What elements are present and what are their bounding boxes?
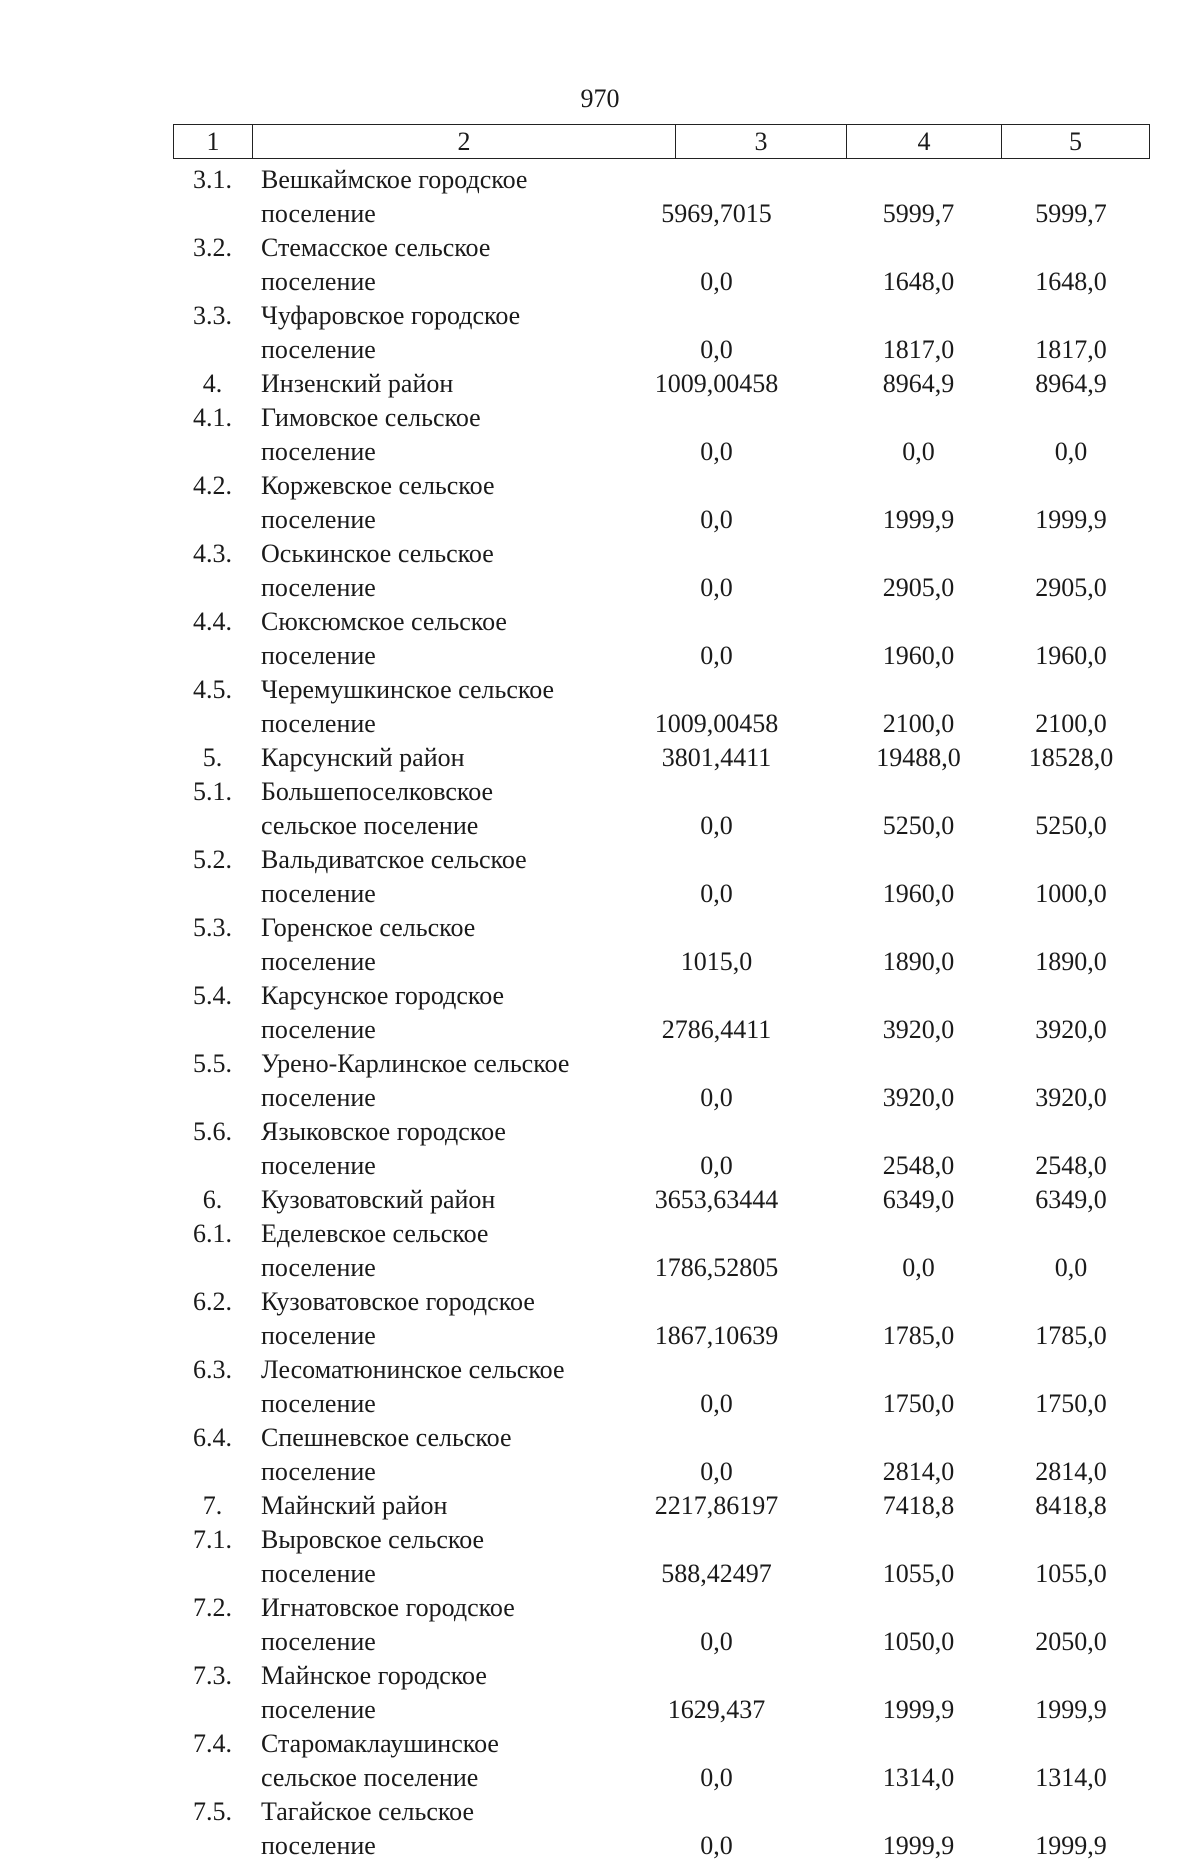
row-name: Большепоселковское сельское поселение [261, 777, 494, 840]
row-col4-value: 1960,0 [882, 879, 955, 908]
table-row [173, 1353, 1146, 1421]
row-number: 5.6. [193, 1117, 232, 1146]
row-col5-value: 1999,9 [1035, 505, 1107, 534]
row-number: 5.4. [193, 981, 232, 1010]
row-col3-value: 0,0 [700, 641, 733, 670]
row-number: 6. [202, 1185, 223, 1214]
table-row [173, 469, 1146, 537]
row-name: Горенское сельское поселение [261, 913, 476, 976]
row-number: 4.2. [193, 471, 232, 500]
row-name: Старомаклаушинское сельское поселение [261, 1729, 499, 1792]
row-number: 5.2. [193, 845, 232, 874]
column-header-3: 3 [676, 125, 847, 159]
row-col4-value: 19488,0 [876, 743, 961, 772]
row-col3-value: 2786,4411 [661, 1015, 772, 1044]
table-row [173, 163, 1146, 231]
row-col4-value: 1960,0 [882, 641, 955, 670]
table-row [173, 911, 1146, 979]
column-header-2: 2 [253, 125, 676, 159]
row-col4-value: 1999,9 [882, 1695, 955, 1724]
row-number: 3.1. [193, 165, 232, 194]
row-col4-value: 1050,0 [882, 1627, 955, 1656]
row-name: Черемушкинское сельское поселение [261, 675, 555, 738]
row-col5-value: 5250,0 [1035, 811, 1107, 840]
table-row [173, 1489, 1146, 1523]
row-number: 4. [202, 369, 223, 398]
row-number: 7.4. [193, 1729, 232, 1758]
row-col5-value: 2814,0 [1035, 1457, 1107, 1486]
row-number: 6.4. [193, 1423, 232, 1452]
row-col5-value: 2100,0 [1035, 709, 1107, 738]
table-row [173, 1285, 1146, 1353]
row-number: 5. [202, 743, 223, 772]
table-row [173, 775, 1146, 843]
row-col5-value: 8964,9 [1035, 369, 1107, 398]
row-col5-value: 1890,0 [1035, 947, 1107, 976]
table-row [173, 843, 1146, 911]
row-col3-value: 0,0 [700, 879, 733, 908]
row-name: Гимовское сельское поселение [261, 403, 481, 466]
row-col5-value: 3920,0 [1035, 1015, 1107, 1044]
row-col5-value: 8418,8 [1035, 1491, 1107, 1520]
row-number: 7. [202, 1491, 223, 1520]
row-number: 4.3. [193, 539, 232, 568]
row-col3-value: 0,0 [700, 437, 733, 466]
row-col4-value: 6349,0 [882, 1185, 955, 1214]
row-name: Кузоватовское городское поселение [261, 1287, 535, 1350]
row-col4-value: 8964,9 [882, 369, 955, 398]
column-header-1: 1 [174, 125, 253, 159]
row-col5-value: 1314,0 [1035, 1763, 1107, 1792]
table-row [173, 979, 1146, 1047]
row-name: Кузоватовский район [261, 1185, 496, 1214]
row-number: 7.1. [193, 1525, 232, 1554]
row-col5-value: 6349,0 [1035, 1185, 1107, 1214]
row-col3-value: 1629,437 [667, 1695, 766, 1724]
row-name: Вешкаймское городское поселение [261, 165, 528, 228]
table-row [173, 1115, 1146, 1183]
row-col5-value: 2905,0 [1035, 573, 1107, 602]
table-row [173, 231, 1146, 299]
row-col4-value: 1999,9 [882, 1831, 955, 1860]
page-number: 970 [580, 84, 620, 113]
row-name: Вальдиватское сельское поселение [261, 845, 527, 908]
row-col3-value: 1867,10639 [654, 1321, 779, 1350]
row-col4-value: 7418,8 [882, 1491, 955, 1520]
row-col5-value: 1648,0 [1035, 267, 1107, 296]
row-col3-value: 0,0 [700, 267, 733, 296]
table-row [173, 605, 1146, 673]
row-col4-value: 1055,0 [882, 1559, 955, 1588]
row-number: 6.1. [193, 1219, 232, 1248]
row-number: 7.5. [193, 1797, 232, 1826]
row-col3-value: 3801,4411 [661, 743, 772, 772]
row-name: Майнский район [261, 1491, 448, 1520]
row-col4-value: 3920,0 [882, 1015, 955, 1044]
row-col4-value: 2905,0 [882, 573, 955, 602]
row-col5-value: 1055,0 [1035, 1559, 1107, 1588]
row-name: Чуфаровское городское поселение [261, 301, 521, 364]
row-col5-value: 1785,0 [1035, 1321, 1107, 1350]
row-col4-value: 1999,9 [882, 505, 955, 534]
row-number: 4.4. [193, 607, 232, 636]
row-name: Стемасское сельское поселение [261, 233, 491, 296]
row-col3-value: 0,0 [700, 335, 733, 364]
row-col5-value: 0,0 [1054, 437, 1088, 466]
row-col5-value: 1999,9 [1035, 1695, 1107, 1724]
row-name: Майнское городское поселение [261, 1661, 487, 1724]
row-col4-value: 1750,0 [882, 1389, 955, 1418]
row-col5-value: 1817,0 [1035, 335, 1107, 364]
row-col3-value: 588,42497 [661, 1559, 772, 1588]
column-header-4: 4 [847, 125, 1002, 159]
row-col3-value: 0,0 [700, 573, 733, 602]
row-name: Языковское городское поселение [261, 1117, 506, 1180]
table-row [173, 1421, 1146, 1489]
row-number: 7.2. [193, 1593, 232, 1622]
table-row [173, 1217, 1146, 1285]
row-col5-value: 3920,0 [1035, 1083, 1107, 1112]
row-col3-value: 0,0 [700, 1457, 733, 1486]
row-col3-value: 1015,0 [680, 947, 753, 976]
row-col5-value: 1999,9 [1035, 1831, 1107, 1860]
row-number: 3.3. [193, 301, 232, 330]
row-name: Игнатовское городское поселение [261, 1593, 515, 1656]
column-header-row [173, 124, 1150, 159]
row-name: Выровское сельское поселение [261, 1525, 485, 1588]
row-number: 4.5. [193, 675, 232, 704]
row-col4-value: 1890,0 [882, 947, 955, 976]
row-col5-value: 1960,0 [1035, 641, 1107, 670]
row-col4-value: 1314,0 [882, 1763, 955, 1792]
row-number: 5.1. [193, 777, 232, 806]
row-number: 6.2. [193, 1287, 232, 1316]
row-col3-value: 0,0 [700, 1151, 733, 1180]
table-row [173, 1523, 1146, 1591]
row-col3-value: 0,0 [700, 1389, 733, 1418]
column-header-5: 5 [1002, 125, 1150, 159]
row-col5-value: 0,0 [1054, 1253, 1088, 1282]
row-col3-value: 1009,00458 [654, 709, 779, 738]
row-name: Карсунское городское поселение [261, 981, 505, 1044]
row-col3-value: 2217,86197 [654, 1491, 779, 1520]
row-col5-value: 2548,0 [1035, 1151, 1107, 1180]
table-row [173, 1591, 1146, 1659]
row-col4-value: 2548,0 [882, 1151, 955, 1180]
row-col4-value: 1785,0 [882, 1321, 955, 1350]
row-name: Сюксюмское сельское поселение [261, 607, 507, 670]
row-col5-value: 1000,0 [1035, 879, 1107, 908]
budget-table [173, 163, 1146, 1863]
row-col4-value: 3920,0 [882, 1083, 955, 1112]
row-col3-value: 0,0 [700, 811, 733, 840]
table-row [173, 1659, 1146, 1727]
table-row [173, 741, 1146, 775]
table-row [173, 367, 1146, 401]
row-col3-value: 5969,7015 [661, 199, 772, 228]
row-name: Карсунский район [261, 743, 465, 772]
row-col3-value: 0,0 [700, 1083, 733, 1112]
table-row [173, 1183, 1146, 1217]
row-col3-value: 1786,52805 [654, 1253, 779, 1282]
table-row [173, 1727, 1146, 1795]
row-col3-value: 1009,00458 [654, 369, 779, 398]
row-name: Тагайское сельское поселение [261, 1797, 475, 1860]
table-row [173, 401, 1146, 469]
row-name: Оськинское сельское поселение [261, 539, 494, 602]
row-col3-value: 0,0 [700, 1627, 733, 1656]
row-col4-value: 2100,0 [882, 709, 955, 738]
row-col4-value: 1817,0 [882, 335, 955, 364]
row-name: Коржевское сельское поселение [261, 471, 495, 534]
table-row [173, 537, 1146, 605]
row-col5-value: 5999,7 [1035, 199, 1107, 228]
row-name: Спешневское сельское поселение [261, 1423, 512, 1486]
row-col5-value: 1750,0 [1035, 1389, 1107, 1418]
row-col3-value: 0,0 [700, 1763, 733, 1792]
row-number: 3.2. [193, 233, 232, 262]
row-name: Инзенский район [261, 369, 454, 398]
table-row [173, 1047, 1146, 1115]
row-number: 5.3. [193, 913, 232, 942]
row-col4-value: 5250,0 [882, 811, 955, 840]
row-number: 6.3. [193, 1355, 232, 1384]
row-number: 4.1. [193, 403, 232, 432]
row-name: Еделевское сельское поселение [261, 1219, 489, 1282]
row-number: 7.3. [193, 1661, 232, 1690]
row-col3-value: 3653,63444 [654, 1185, 779, 1214]
row-col4-value: 0,0 [902, 1253, 935, 1282]
table-row [173, 299, 1146, 367]
row-col4-value: 0,0 [902, 437, 935, 466]
row-name: Лесоматюнинское сельское поселение [261, 1355, 565, 1418]
row-col5-value: 18528,0 [1028, 743, 1114, 772]
table-row [173, 1795, 1146, 1863]
row-col3-value: 0,0 [700, 1831, 733, 1860]
row-col5-value: 2050,0 [1035, 1627, 1107, 1656]
row-col4-value: 1648,0 [882, 267, 955, 296]
row-number: 5.5. [193, 1049, 232, 1078]
table-row [173, 673, 1146, 741]
row-col3-value: 0,0 [700, 505, 733, 534]
row-col4-value: 5999,7 [882, 199, 955, 228]
row-name: Урено-Карлинское сельское поселение [261, 1049, 570, 1112]
row-col4-value: 2814,0 [882, 1457, 955, 1486]
